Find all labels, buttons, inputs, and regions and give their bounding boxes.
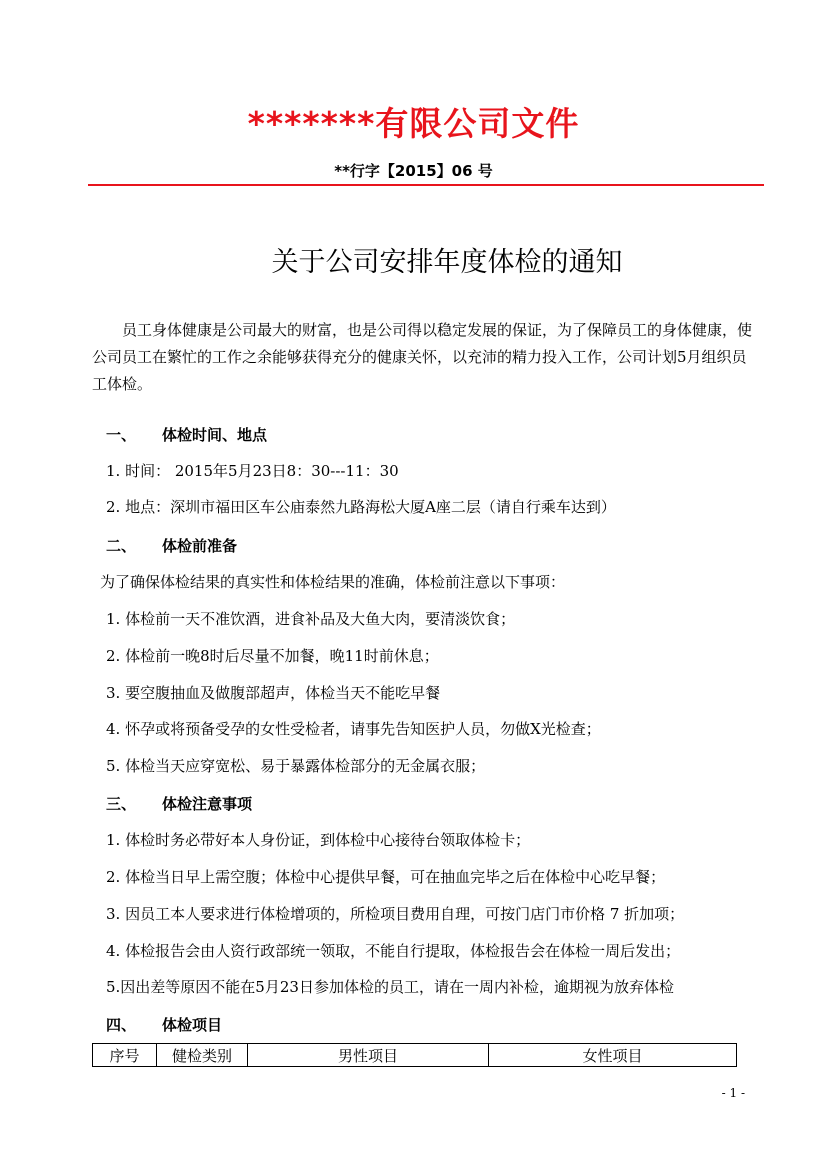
- column-header: 男性项目: [248, 1044, 489, 1067]
- list-item: 2. 体检当日早上需空腹；体检中心提供早餐，可在抽血完毕之后在体检中心吃早餐；: [106, 868, 666, 886]
- list-item: 4. 怀孕或将预备受孕的女性受检者，请事先告知医护人员，勿做X光检查；: [106, 720, 601, 738]
- page-number: - 1 -: [721, 1086, 745, 1100]
- list-item: 4. 体检报告会由人资行政部统一领取，不能自行提取，体检报告会在体检一周后发出；: [106, 942, 681, 960]
- list-item: 2. 体检前一晚8时后尽量不加餐，晚11时前休息；: [106, 647, 439, 665]
- intro-paragraph: [92, 317, 752, 398]
- exam-items-table: [92, 1043, 737, 1067]
- column-header: 序号: [93, 1044, 157, 1067]
- company-document-title: *******有限公司文件: [247, 104, 580, 143]
- table-header-row: [93, 1044, 737, 1067]
- column-header: 女性项目: [489, 1044, 737, 1067]
- section-number: 四、: [106, 1016, 137, 1034]
- section-title: 体检项目: [162, 1016, 223, 1034]
- section-number: 三、: [106, 795, 137, 813]
- section-title: 体检时间、地点: [162, 426, 268, 444]
- list-item: 1. 时间： 2015年5月23日8：30---11：30: [106, 462, 399, 480]
- section-number: 二、: [106, 537, 137, 555]
- list-item: 5.因出差等原因不能在5月23日参加体检的员工，请在一周内补检，逾期视为放弃体检: [106, 978, 674, 996]
- list-item: 5. 体检当天应穿宽松、易于暴露体检部分的无金属衣服；: [106, 757, 486, 775]
- list-item: 3. 要空腹抽血及做腹部超声，体检当天不能吃早餐: [106, 684, 441, 702]
- section-lead: 为了确保体检结果的真实性和体检结果的准确，体检前注意以下事项：: [100, 573, 566, 591]
- section-title: 体检前准备: [162, 537, 238, 555]
- section-title: 体检注意事项: [162, 795, 253, 813]
- intro-text: 员工身体健康是公司最大的财富，也是公司得以稳定发展的保证，为了保障员工的身体健康，使公司员工在繁忙的工作之余能够获得充分的健康关怀，以充沛的精力投入工作，公司计划5月组织员工体检。: [92, 321, 753, 393]
- notice-title: 关于公司安排年度体检的通知: [271, 247, 623, 278]
- list-item: 1. 体检前一天不准饮酒，进食补品及大鱼大肉，要清淡饮食；: [106, 610, 516, 628]
- list-item: 1. 体检时务必带好本人身份证，到体检中心接待台领取体检卡；: [106, 831, 531, 849]
- section-number: 一、: [106, 426, 137, 444]
- list-item: 3. 因员工本人要求进行体检增项的，所检项目费用自理，可按门店门市价格 7 折加项；: [106, 905, 685, 923]
- document-number: **行字【2015】06 号: [334, 162, 493, 180]
- red-divider: [88, 184, 764, 186]
- list-item: 2. 地点：深圳市福田区车公庙泰然九路海松大厦A座二层（请自行乘车达到）: [106, 498, 616, 516]
- column-header: 健检类别: [157, 1044, 248, 1067]
